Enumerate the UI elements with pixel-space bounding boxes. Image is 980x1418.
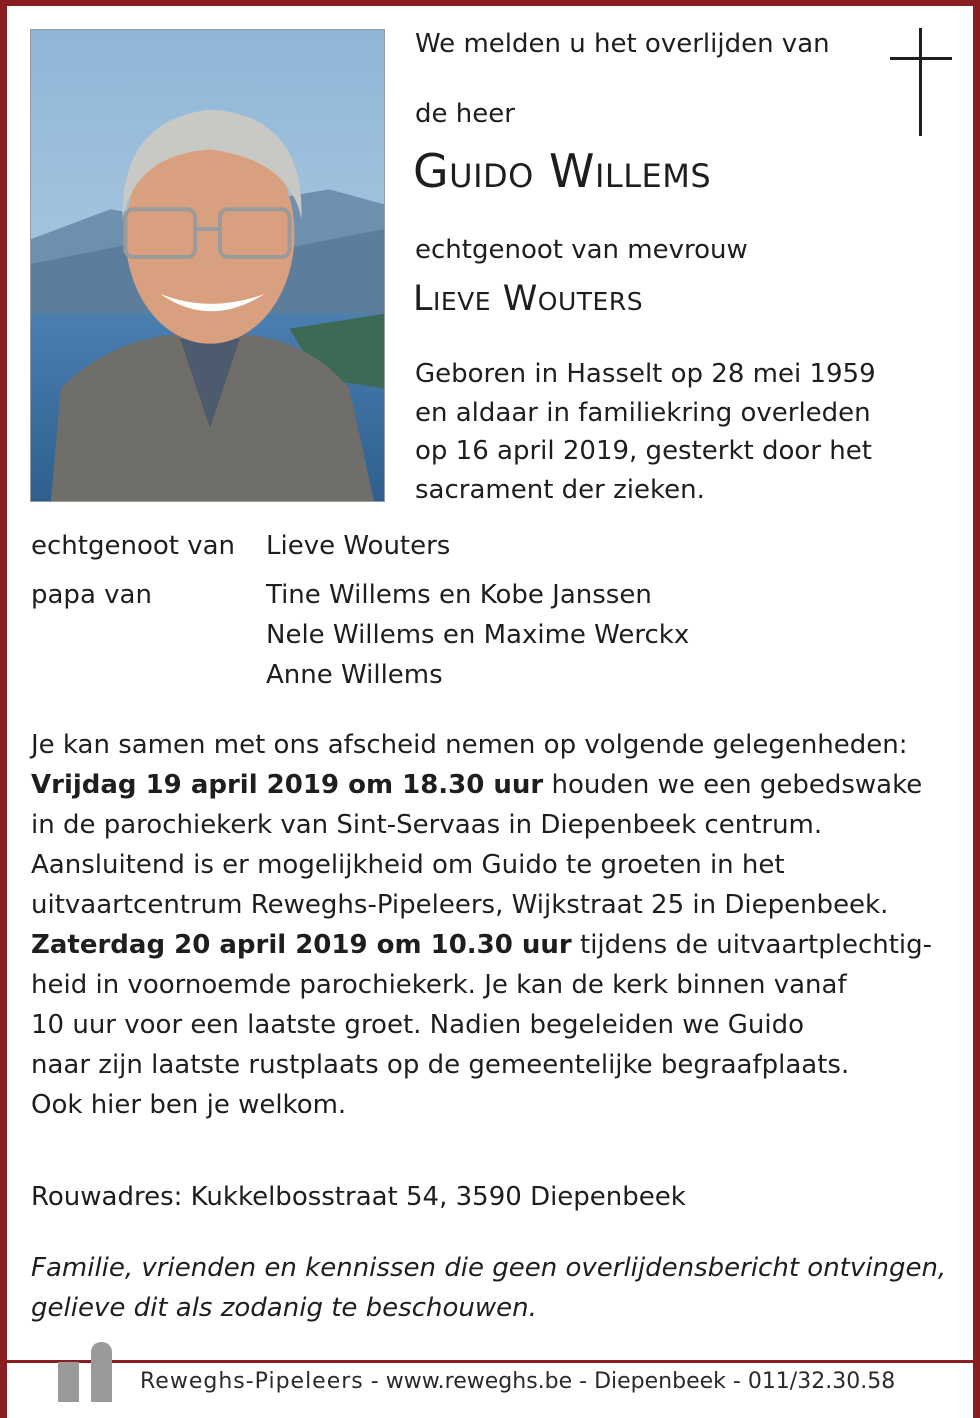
closing-note (31, 1248, 961, 1328)
event-line: uitvaartcentrum Reweghs-Pipeleers, Wijkstraat 25 in Diepenbeek. (31, 890, 889, 920)
farewell-section (31, 725, 961, 1125)
footer-brand: Reweghs-Pipeleers (140, 1369, 364, 1394)
event-text: tijdens de uitvaartplechtig- (571, 930, 933, 960)
event-line: 10 uur voor een laatste groet. Nadien begeleiden we Guido (31, 1010, 805, 1040)
event-line: heid in voornoemde parochiekerk. Je kan de kerk binnen vanaf (31, 970, 847, 1000)
event-line (31, 765, 961, 805)
event-date-bold: Zaterdag 20 april 2019 om 10.30 uur (31, 930, 572, 960)
mourning-address: Rouwadres: Kukkelbosstraat 54, 3590 Diepenbeek (31, 1182, 686, 1212)
closing-line: gelieve dit als zodanig te beschouwen. (31, 1293, 537, 1323)
born-line: sacrament der zieken. (415, 474, 705, 505)
relation-value: Tine Willems en Kobe Janssen (266, 580, 652, 610)
spouse-name: Lieve Wouters (413, 279, 644, 319)
frame-top (0, 0, 980, 6)
event-line: Aansluitend is er mogelijkheid om Guido te groeten in het (31, 850, 785, 880)
portrait-photo (30, 29, 385, 502)
frame-left (0, 0, 7, 1418)
footer-divider (0, 1360, 980, 1363)
footer-details: www.reweghs.be - Diepenbeek - 011/32.30.58 (385, 1369, 896, 1394)
relation-value: Lieve Wouters (266, 531, 451, 561)
cross-icon (890, 28, 952, 136)
event-line (31, 925, 961, 965)
event-text: houden we een gebedswake (543, 770, 923, 800)
footer-separator: - (370, 1369, 379, 1394)
intro-text: We melden u het overlijden van (415, 29, 830, 59)
closing-line: Familie, vrienden en kennissen die geen overlijdensbericht ontvingen, (31, 1253, 947, 1283)
funeral-home-logo-icon (58, 1352, 112, 1402)
spouse-intro: echtgenoot van mevrouw (415, 235, 748, 265)
event-date-bold: Vrijdag 19 april 2019 om 18.30 uur (31, 770, 544, 800)
frame-right (973, 0, 980, 1418)
born-line: op 16 april 2019, gesterkt door het (415, 436, 872, 466)
relation-label-children: papa van (31, 580, 152, 610)
relation-value: Nele Willems en Maxime Werckx (266, 620, 690, 650)
event-line: in de parochiekerk van Sint-Servaas in Diepenbeek centrum. (31, 810, 823, 840)
deceased-name: Guido Willems (413, 144, 712, 198)
relation-value: Anne Willems (266, 660, 443, 690)
born-line: en aldaar in familiekring overleden (415, 397, 871, 428)
footer-contact (140, 1366, 895, 1398)
farewell-intro: Je kan samen met ons afscheid nemen op volgende gelegenheden: (31, 730, 908, 760)
birth-death-info (415, 355, 935, 509)
born-line: Geboren in Hasselt op 28 mei 1959 (415, 359, 876, 389)
event-line: naar zijn laatste rustplaats op de gemeentelijke begraafplaats. (31, 1050, 850, 1080)
relation-label-spouse: echtgenoot van (31, 531, 236, 561)
event-line: Ook hier ben je welkom. (31, 1090, 347, 1120)
title-prefix: de heer (415, 99, 515, 129)
